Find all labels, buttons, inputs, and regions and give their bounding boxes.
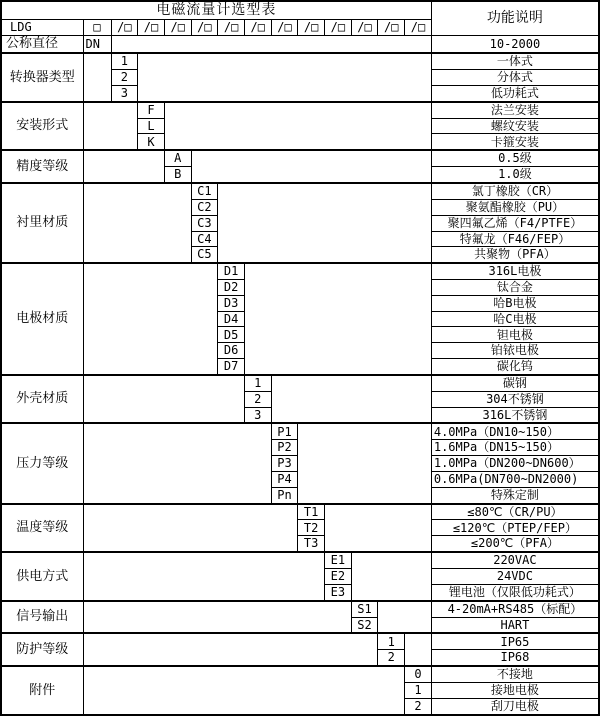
group-label: 安装形式 <box>1 102 83 151</box>
spacer-cell <box>271 375 431 424</box>
spacer-cell <box>83 150 164 183</box>
spacer-cell <box>138 53 432 102</box>
model-slot: /□ <box>218 20 245 36</box>
spacer-cell <box>325 504 432 553</box>
option-function: 低功耗式 <box>431 85 599 101</box>
option-code: D5 <box>218 327 245 343</box>
option-function: 锂电池（仅限低功耗式） <box>431 584 599 600</box>
spacer-cell <box>111 36 431 54</box>
group-label: 供电方式 <box>1 552 83 601</box>
group-label: 附件 <box>1 666 83 715</box>
option-function: 特氟龙（F46/FEP） <box>431 231 599 247</box>
spacer-cell <box>83 263 218 375</box>
spacer-cell <box>298 423 432 503</box>
option-code: P1 <box>271 423 298 439</box>
option-code: D4 <box>218 311 245 327</box>
table-title: 电磁流量计选型表 <box>1 1 431 20</box>
option-code: T3 <box>298 536 325 552</box>
option-code: P4 <box>271 471 298 487</box>
option-code: D7 <box>218 359 245 375</box>
group-label: 外壳材质 <box>1 375 83 424</box>
group-label: 信号输出 <box>1 601 83 634</box>
option-code: 2 <box>378 650 405 666</box>
diameter-code: DN <box>83 36 111 54</box>
option-code: 2 <box>111 70 138 86</box>
spacer-cell <box>83 552 325 601</box>
option-code: 1 <box>405 683 432 699</box>
option-function: 特殊定制 <box>431 487 599 503</box>
option-code: A <box>164 150 191 166</box>
option-function: 0.6MPa(DN700~DN2000) <box>431 471 599 487</box>
option-code: C3 <box>191 215 218 231</box>
option-function: 铂铱电极 <box>431 343 599 359</box>
option-code: D2 <box>218 280 245 296</box>
option-function: 刮刀电极 <box>431 698 599 715</box>
option-function: 4.0MPa（DN10~150） <box>431 423 599 439</box>
group-label: 压力等级 <box>1 423 83 503</box>
spacer-cell <box>164 102 431 151</box>
option-code: 1 <box>111 53 138 69</box>
group-label: 温度等级 <box>1 504 83 553</box>
option-function: 304不锈钢 <box>431 391 599 407</box>
option-function: 螺纹安装 <box>431 118 599 134</box>
option-function: 24VDC <box>431 569 599 585</box>
option-function: 4-20mA+RS485（标配） <box>431 601 599 617</box>
option-code: C1 <box>191 183 218 199</box>
option-code: 1 <box>378 633 405 649</box>
option-code: C4 <box>191 231 218 247</box>
diameter-function: 10-2000 <box>431 36 599 54</box>
option-function: 220VAC <box>431 552 599 568</box>
option-code: E3 <box>325 584 352 600</box>
option-function: 共聚物（PFA） <box>431 247 599 263</box>
option-code: S1 <box>351 601 378 617</box>
option-function: 法兰安装 <box>431 102 599 118</box>
option-code: D3 <box>218 295 245 311</box>
spacer-cell <box>244 263 431 375</box>
option-function: ≤120℃（PTEP/FEP） <box>431 520 599 536</box>
option-function: 哈B电极 <box>431 295 599 311</box>
spacer-cell <box>83 102 138 151</box>
model-slot: /□ <box>405 20 432 36</box>
spacer-cell <box>218 183 432 263</box>
option-code: T2 <box>298 520 325 536</box>
option-code: E2 <box>325 569 352 585</box>
group-label: 转换器类型 <box>1 53 83 102</box>
option-function: 不接地 <box>431 666 599 682</box>
model-slot: /□ <box>325 20 352 36</box>
spacer-cell <box>83 375 244 424</box>
option-code: D6 <box>218 343 245 359</box>
option-function: 316L电极 <box>431 263 599 279</box>
option-function: 316L不锈钢 <box>431 407 599 423</box>
option-code: P3 <box>271 456 298 472</box>
option-function: IP68 <box>431 650 599 666</box>
option-code: C5 <box>191 247 218 263</box>
model-slot: /□ <box>271 20 298 36</box>
model-slot: /□ <box>138 20 165 36</box>
option-code: E1 <box>325 552 352 568</box>
model-slot: /□ <box>298 20 325 36</box>
option-code: Pn <box>271 487 298 503</box>
option-code: P2 <box>271 440 298 456</box>
model-first-box: □ <box>83 20 111 36</box>
option-code: D1 <box>218 263 245 279</box>
option-function: 分体式 <box>431 70 599 86</box>
option-function: ≤80℃（CR/PU） <box>431 504 599 520</box>
option-function: 聚四氟乙烯（F4/PTFE） <box>431 215 599 231</box>
spacer-cell <box>83 183 191 263</box>
option-code: T1 <box>298 504 325 520</box>
option-function: 1.0级 <box>431 167 599 183</box>
model-slot: /□ <box>111 20 138 36</box>
group-label: 衬里材质 <box>1 183 83 263</box>
option-function: IP65 <box>431 633 599 649</box>
model-slot: /□ <box>191 20 218 36</box>
option-function: 钛合金 <box>431 280 599 296</box>
option-function: 哈C电极 <box>431 311 599 327</box>
spacer-cell <box>351 552 431 601</box>
option-function: 钽电极 <box>431 327 599 343</box>
spacer-cell <box>83 504 298 553</box>
model-slot: /□ <box>164 20 191 36</box>
model-prefix: LDG <box>1 20 83 36</box>
function-column-header: 功能说明 <box>431 1 599 36</box>
spacer-cell <box>83 666 405 715</box>
option-code: 2 <box>405 698 432 715</box>
option-function: 聚氨酯橡胶（PU） <box>431 199 599 215</box>
option-code: 0 <box>405 666 432 682</box>
option-function: HART <box>431 617 599 633</box>
option-code: 1 <box>244 375 271 391</box>
option-function: 氯丁橡胶（CR） <box>431 183 599 199</box>
spacer-cell <box>378 601 431 634</box>
option-function: 一体式 <box>431 53 599 69</box>
group-label: 电极材质 <box>1 263 83 375</box>
option-code: 2 <box>244 391 271 407</box>
option-code: 3 <box>111 85 138 101</box>
option-function: 1.0MPa（DN200~DN600） <box>431 456 599 472</box>
option-code: L <box>138 118 165 134</box>
option-function: 接地电极 <box>431 683 599 699</box>
diameter-label: 公称直径 <box>1 36 83 54</box>
model-slot: /□ <box>378 20 405 36</box>
spacer-cell <box>83 633 378 666</box>
option-function: 1.6MPa（DN15~150） <box>431 440 599 456</box>
option-code: K <box>138 134 165 150</box>
option-code: B <box>164 167 191 183</box>
option-function: 卡箍安装 <box>431 134 599 150</box>
option-function: 碳化钨 <box>431 359 599 375</box>
option-code: 3 <box>244 407 271 423</box>
spacer-cell <box>405 633 432 666</box>
option-code: F <box>138 102 165 118</box>
spacer-cell <box>191 150 431 183</box>
model-slot: /□ <box>244 20 271 36</box>
group-label: 精度等级 <box>1 150 83 183</box>
option-code: S2 <box>351 617 378 633</box>
spacer-cell <box>83 423 271 503</box>
spacer-cell <box>83 601 351 634</box>
model-slot: /□ <box>351 20 378 36</box>
group-label: 防护等级 <box>1 633 83 666</box>
option-function: 碳钢 <box>431 375 599 391</box>
option-function: ≤200℃（PFA） <box>431 536 599 552</box>
spacer-cell <box>83 53 111 102</box>
option-function: 0.5级 <box>431 150 599 166</box>
option-code: C2 <box>191 199 218 215</box>
